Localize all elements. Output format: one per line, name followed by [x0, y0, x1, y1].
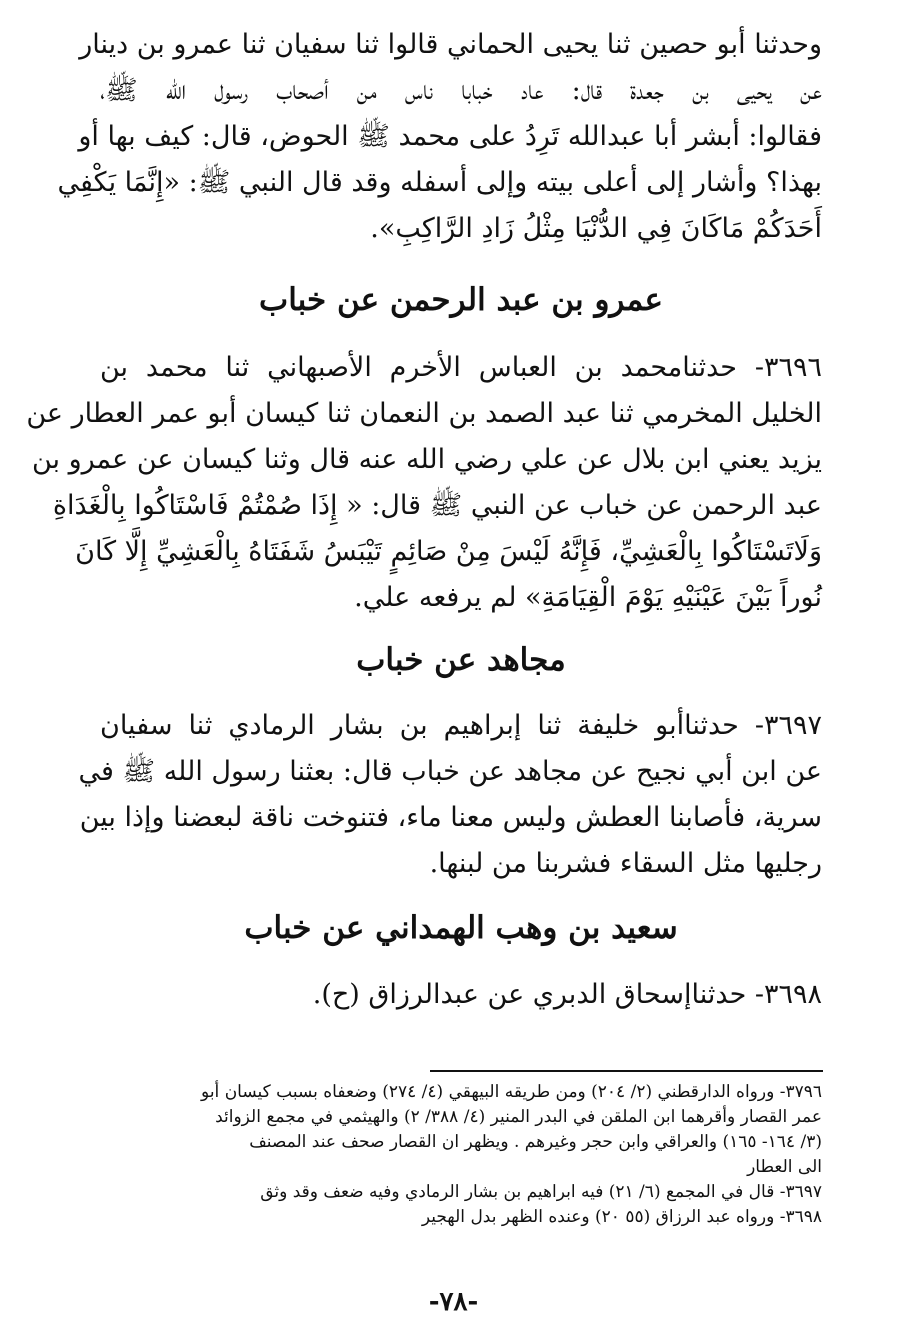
footnote-line: ٣٧٩٦- ورواه الدارقطني (٢/ ٢٠٤) ومن طريقه البيهقي (٤/ ٢٧٤) وضعفاه بسبب كيسان أبو — [201, 1082, 822, 1102]
text-line: وَلَاتَسْتَاكُوا بِالْعَشِيِّ، فَإِنَّهُ لَيْسَ مِنْ صَائِمٍ تَيْبَسُ شَفَتَاهُ بِالْعَشِيِّ إِلَّا كَانَ — [75, 536, 822, 567]
text-line: عن يحيى بن جعدة قال: عاد خبابا ناس من أصحاب رسول الله ﷺ، — [100, 75, 822, 106]
footnote-line: ٣٦٩٨- ورواه عبد الرزاق (٥٥ ٢٠) وعنده الظهر بدل الهجير — [421, 1207, 822, 1227]
text-line: يزيد يعني ابن بلال عن علي رضي الله عنه قال وثنا كيسان عن عمرو بن — [31, 444, 822, 475]
text-line: وحدثنا أبو حصين ثنا يحيى الحماني قالوا ثنا سفيان ثنا عمرو بن دينار — [79, 29, 822, 60]
footnote-line: (٣/ ١٦٤- ١٦٥) والعراقي وابن حجر وغيرهم . ويظهر ان القصار صحف عند المصنف — [249, 1132, 822, 1152]
section-heading-said: سعيد بن وهب الهمداني عن خباب — [244, 910, 678, 946]
paragraph-hadith-3698 — [100, 972, 822, 1018]
text-line: نُوراً بَيْنَ عَيْنَيْهِ يَوْمَ الْقِيَامَةِ» لم يرفعه علي. — [354, 582, 822, 613]
paragraph-hadith-3696 — [26, 345, 822, 621]
text-line: أَحَدَكُمْ مَاكَانَ فِي الدُّنْيَا مِثْلُ زَادِ الرَّاكِبِ». — [370, 213, 822, 244]
page-number: -٧٨- — [428, 1287, 479, 1317]
section-heading-amr: عمرو بن عبد الرحمن عن خباب — [259, 282, 663, 318]
text-line: ٣٦٩٨- حدثناإسحاق الدبري عن عبدالرزاق (ح). — [312, 979, 822, 1010]
text-line: عن ابن أبي نجيح عن مجاهد عن خباب قال: بعثنا رسول الله ﷺ في — [78, 756, 822, 787]
footnotes — [100, 1080, 822, 1230]
footnote-line: ٣٦٩٧- قال في المجمع (٦/ ٢١) فيه ابراهيم بن بشار الرمادي وفيه ضعف وقد وثق — [260, 1182, 822, 1202]
footnote-divider — [430, 1070, 823, 1072]
paragraph-hadith-continuation — [57, 22, 822, 252]
text-line: سرية، فأصابنا العطش وليس معنا ماء، فتنوخت ناقة لبعضنا وإذا بين — [79, 802, 822, 833]
text-line: ٣٦٩٧- حدثناأبو خليفة ثنا إبراهيم بن بشار الرمادي ثنا سفيان — [100, 710, 822, 741]
footnote-line: عمر القصار وأقرهما ابن الملقن في البدر المنير (٤/ ٣٨٨/ ٢) والهيثمي في مجمع الزوائد — [215, 1107, 822, 1127]
text-line: فقالوا: أبشر أبا عبدالله تَرِدُ على محمد ﷺ الحوض، قال: كيف بها أو — [78, 121, 822, 152]
text-line: رجليها مثل السقاء فشربنا من لبنها. — [429, 848, 822, 879]
section-heading-mujahid: مجاهد عن خباب — [356, 642, 566, 678]
text-line: بهذا؟ وأشار إلى أعلى بيته وإلى أسفله وقد قال النبي ﷺ: «إِنَّمَا يَكْفِي — [57, 167, 822, 198]
text-line: ٣٦٩٦- حدثنامحمد بن العباس الأخرم الأصبهاني ثنا محمد بن — [100, 352, 822, 383]
footnote-line: الى العطار — [747, 1157, 822, 1177]
text-line: الخليل المخرمي ثنا عبد الصمد بن النعمان ثنا كيسان أبو عمر العطار عن — [26, 398, 822, 429]
text-line: عبد الرحمن عن خباب عن النبي ﷺ قال: « إِذَا صُمْتُمْ فَاسْتَاكُوا بِالْغَدَاةِ — [52, 490, 822, 521]
paragraph-hadith-3697 — [78, 703, 822, 887]
